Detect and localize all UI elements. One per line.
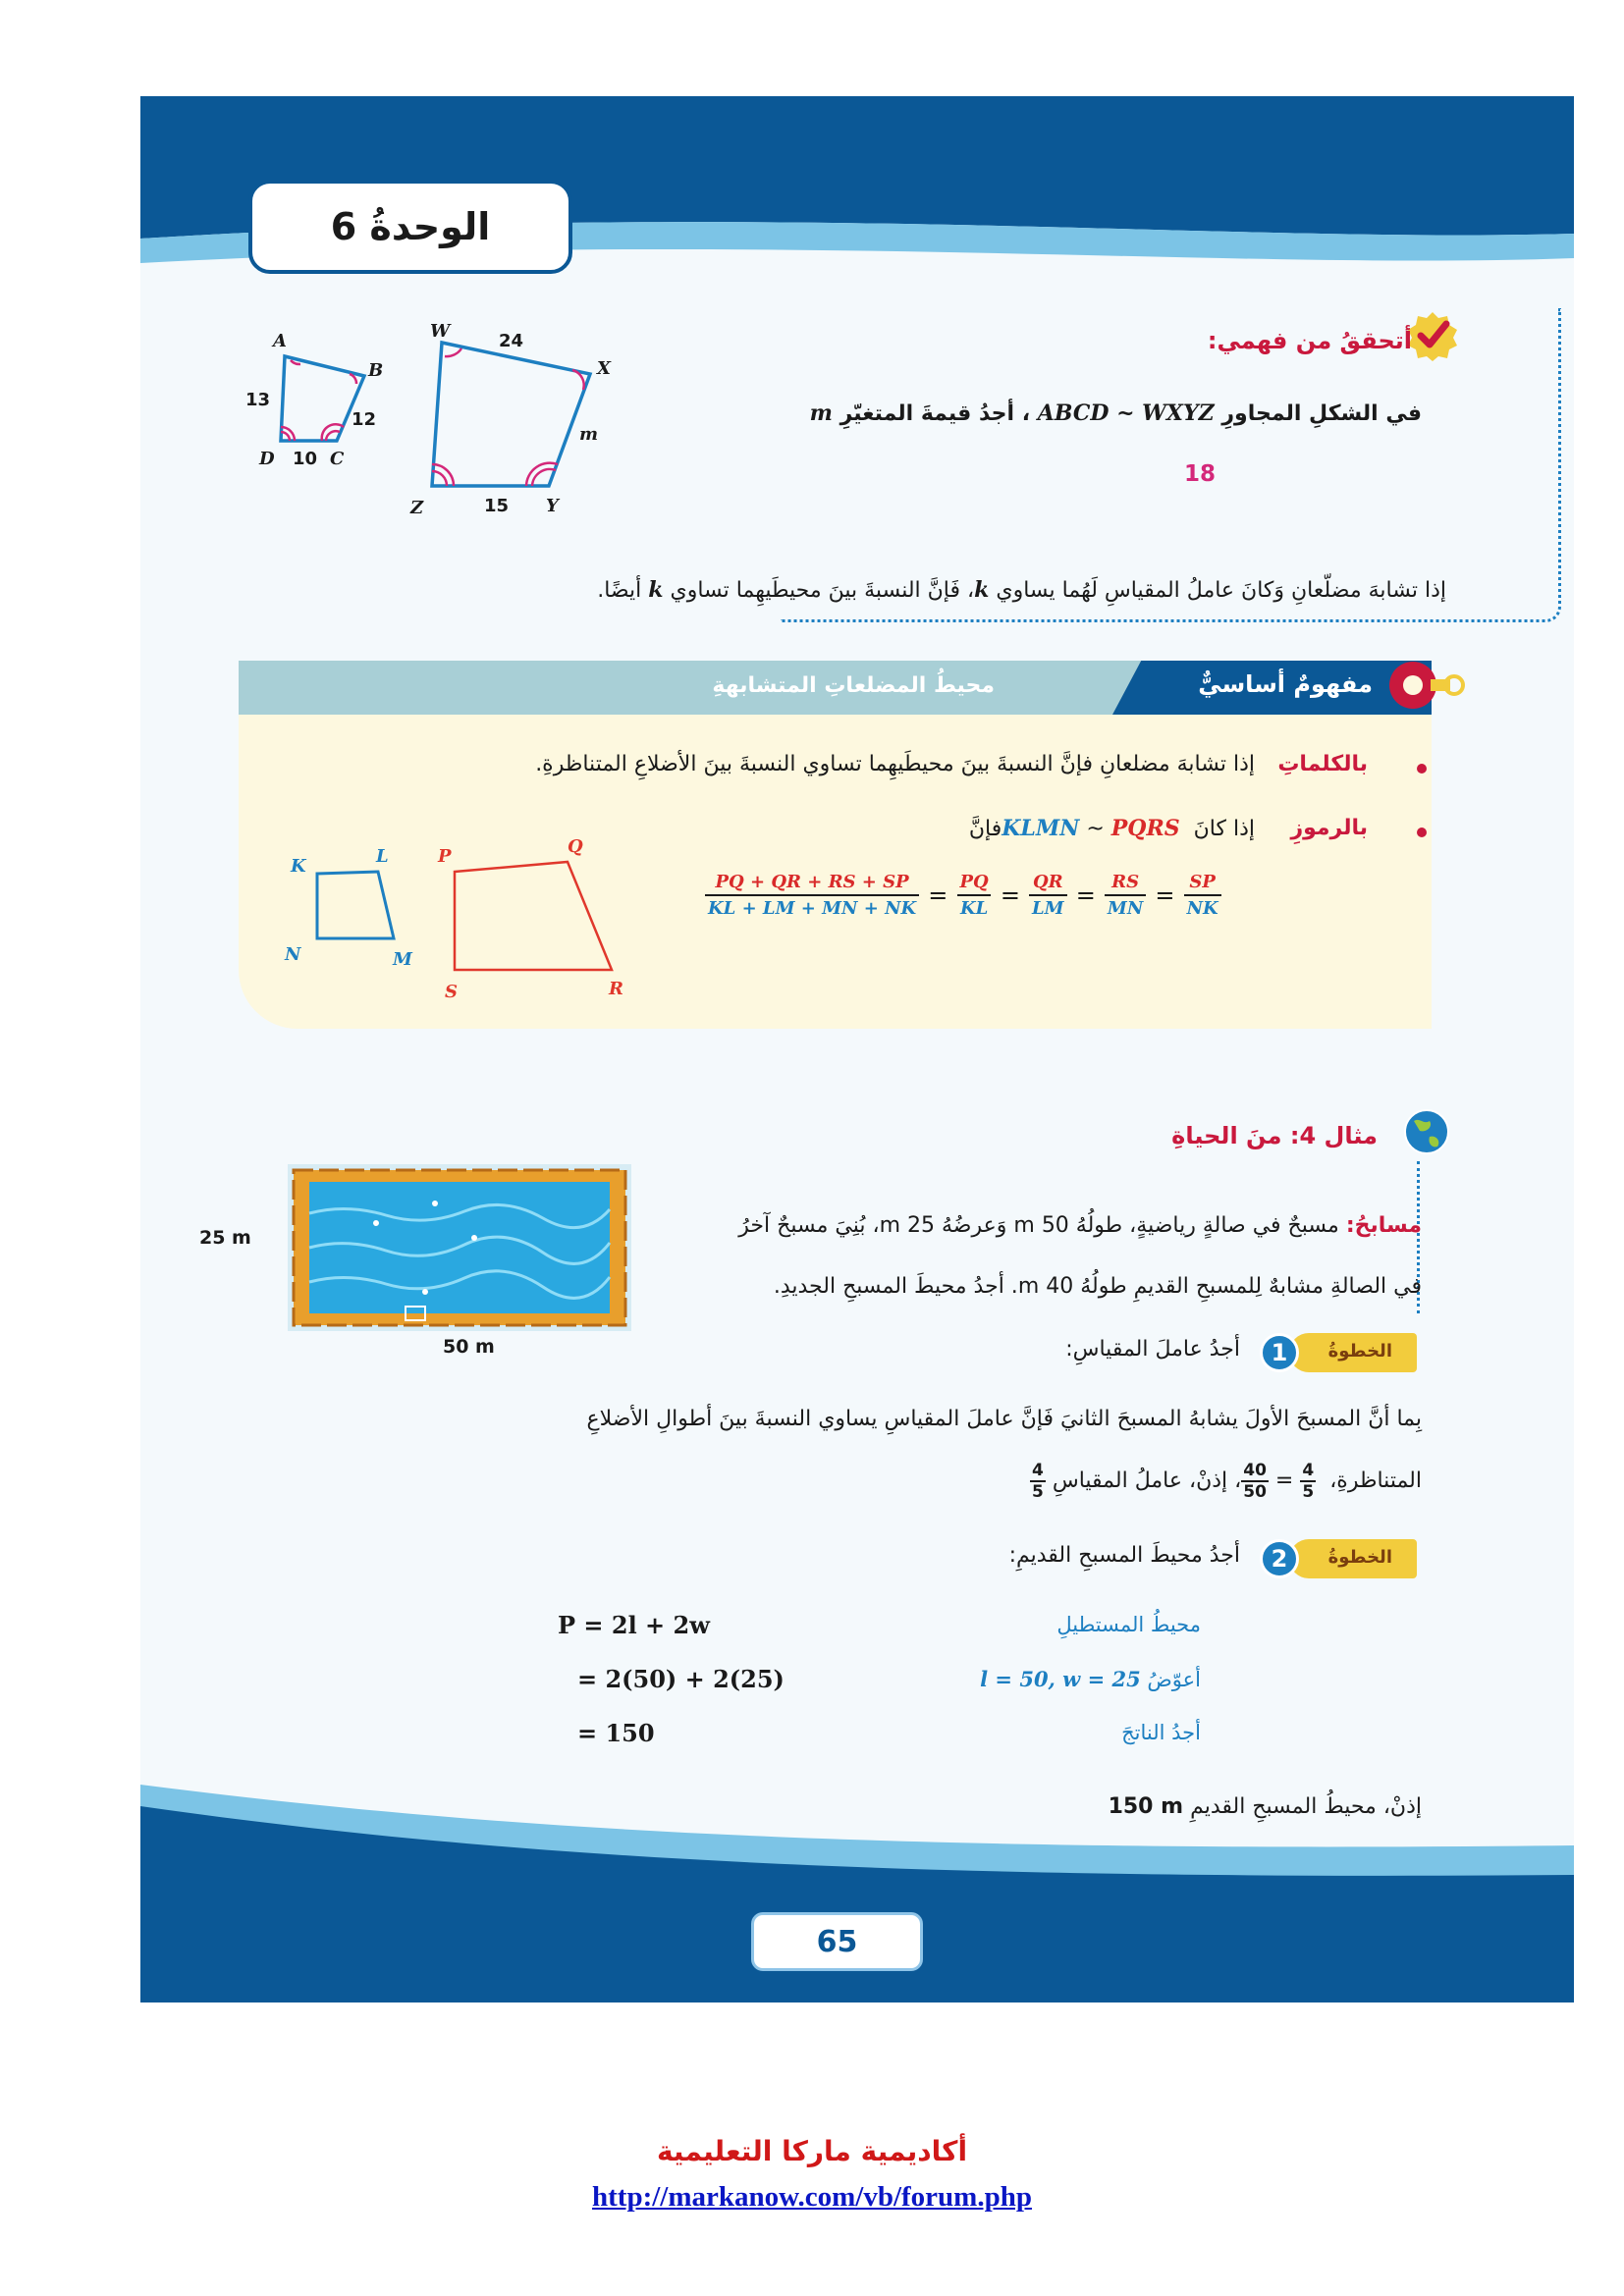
label-W: W bbox=[430, 321, 451, 342]
bullet bbox=[1417, 828, 1427, 837]
footer-url-link[interactable]: http://markanow.com/vb/forum.php bbox=[592, 2181, 1032, 2213]
pool-width-label: 25 m bbox=[199, 1227, 251, 1249]
globe-icon bbox=[1402, 1107, 1451, 1156]
key-concept-subtitle: محيطُ المضلعاتِ المتشابهةِ bbox=[712, 673, 995, 698]
step1-body-1: بِما أنَّ المسبحَ الأولَ يشابهُ المسبحَ الثانيَ فَإنَّ عاملَ المقياسِ يساوي النسبةَ بينَ أطوالِ الأضلاعِ bbox=[586, 1407, 1422, 1431]
side-dc: 10 bbox=[293, 449, 318, 469]
side-ad: 13 bbox=[245, 390, 271, 410]
step1-word: الخطوةُ bbox=[1327, 1341, 1392, 1362]
calc-line-3: = 150 bbox=[577, 1719, 655, 1747]
label-C: C bbox=[330, 449, 345, 469]
footer-academy-name: أكاديمية ماركا التعليمية bbox=[656, 2135, 968, 2167]
conclusion: إذنْ، محيطُ المسبحِ القديمِ 150 m bbox=[1108, 1794, 1422, 1819]
calc-line-2: = 2(50) + 2(25) bbox=[577, 1665, 785, 1693]
label-M: M bbox=[393, 949, 412, 970]
step1-text: أجدُ عاملَ المقياسِ: bbox=[1065, 1337, 1240, 1362]
label-Z: Z bbox=[410, 498, 424, 518]
page-number: 65 bbox=[751, 1912, 923, 1971]
step2-text: أجدُ محيطَ المسبحِ القديمِ: bbox=[1008, 1543, 1240, 1568]
label-L: L bbox=[376, 846, 389, 867]
label-R: R bbox=[609, 979, 623, 999]
side-bc: 12 bbox=[352, 409, 377, 430]
label-S: S bbox=[445, 982, 458, 1002]
symbols-text: إذا كانَ KLMN ~ PQRS فإنَّ bbox=[968, 816, 1255, 841]
label-B: B bbox=[368, 360, 384, 381]
label-A: A bbox=[273, 331, 287, 351]
side-wx: 24 bbox=[499, 331, 524, 351]
label-P: P bbox=[438, 846, 452, 867]
words-label: بالكلماتِ bbox=[1277, 752, 1368, 776]
side-xy: m bbox=[579, 424, 599, 445]
calc-line-1: P = 2l + 2w bbox=[558, 1611, 710, 1639]
label-N: N bbox=[285, 944, 301, 965]
step2-word: الخطوةُ bbox=[1327, 1547, 1392, 1568]
check-question: في الشكلِ المجاورِ ABCD ~ WXYZ ، أجدُ قيمةَ المتغيّرِ m bbox=[809, 400, 1422, 426]
words-text: إذا تشابهَ مضلعانِ فإنَّ النسبةَ بينَ محيطَيهِما تساوي النسبةَ بينَ الأضلاعِ المتناظرةِ. bbox=[535, 752, 1255, 776]
label-D: D bbox=[259, 449, 275, 469]
check-title: أتحققُ من فهمي: bbox=[1207, 327, 1412, 354]
example-title: مثال 4: منَ الحياةِ bbox=[1171, 1122, 1378, 1149]
label-Y: Y bbox=[546, 496, 559, 516]
textbook-page bbox=[140, 96, 1574, 2002]
checkmark-badge-icon bbox=[1407, 310, 1458, 361]
check-question-math: ABCD ~ WXYZ bbox=[1037, 400, 1215, 426]
bullet bbox=[1417, 764, 1427, 774]
step1-number: 1 bbox=[1260, 1333, 1299, 1372]
perimeter-formula: $\frac{PQ + QR + RS + SP}{KL + LM + MN + NK}$ = $\frac{PQ}{KL}$ = $\frac{QR}{LM}$ = $\frac{RS}{MN}$ = $\frac{SP}{NK}$ bbox=[705, 872, 1221, 919]
pool-length-label: 50 m bbox=[443, 1336, 495, 1358]
similar-polygons-figure bbox=[263, 832, 656, 1009]
key-concept-title: مفهومٌ أساسيٌّ bbox=[1198, 670, 1373, 698]
check-answer: 18 bbox=[1183, 461, 1216, 487]
label-Q: Q bbox=[568, 836, 583, 857]
quadrilaterals-figure bbox=[234, 317, 823, 538]
calc-note-2: أعوّضُ l = 50, w = 25 bbox=[980, 1667, 1201, 1691]
symbols-label: بالرموزِ bbox=[1290, 816, 1368, 840]
label-X: X bbox=[597, 358, 611, 379]
calc-note-3: أجدُ الناتجَ bbox=[1121, 1721, 1201, 1744]
unit-title: الوحدةُ 6 bbox=[248, 180, 572, 274]
label-K: K bbox=[291, 856, 306, 877]
ratio-statement: إذا تشابهَ مضلّعانِ وَكانَ عاملُ المقياسِ لَهُما يساوي k، فَإنَّ النسبةَ بينَ محيطَيهِما تساوي k أيضًا. bbox=[597, 577, 1446, 603]
calc-note-1: محيطُ المستطيلِ bbox=[1056, 1613, 1201, 1636]
side-zy: 15 bbox=[484, 496, 510, 516]
example-problem: مسابحُ: مسبحٌ في صالةٍ رياضيةٍ، طولُهُ 50 m وَعرضُهُ 25 m، بُنِيَ مسبحٌ آخرُ في الصالةِ مشابهٌ لِلمسبحِ القديمِ طولُهُ 40 m. أجدُ محيطَ المسبحِ الجديدِ. bbox=[738, 1213, 1422, 1299]
step2-number: 2 bbox=[1260, 1539, 1299, 1578]
pool-image bbox=[288, 1164, 631, 1331]
step1-body-2: المتناظرةِ، $\frac{40}{50}$ = $\frac{4}{5}$ ، إذنْ، عاملُ المقياسِ $\frac{4}{5}$ bbox=[1032, 1461, 1422, 1502]
key-icon bbox=[1387, 656, 1466, 715]
